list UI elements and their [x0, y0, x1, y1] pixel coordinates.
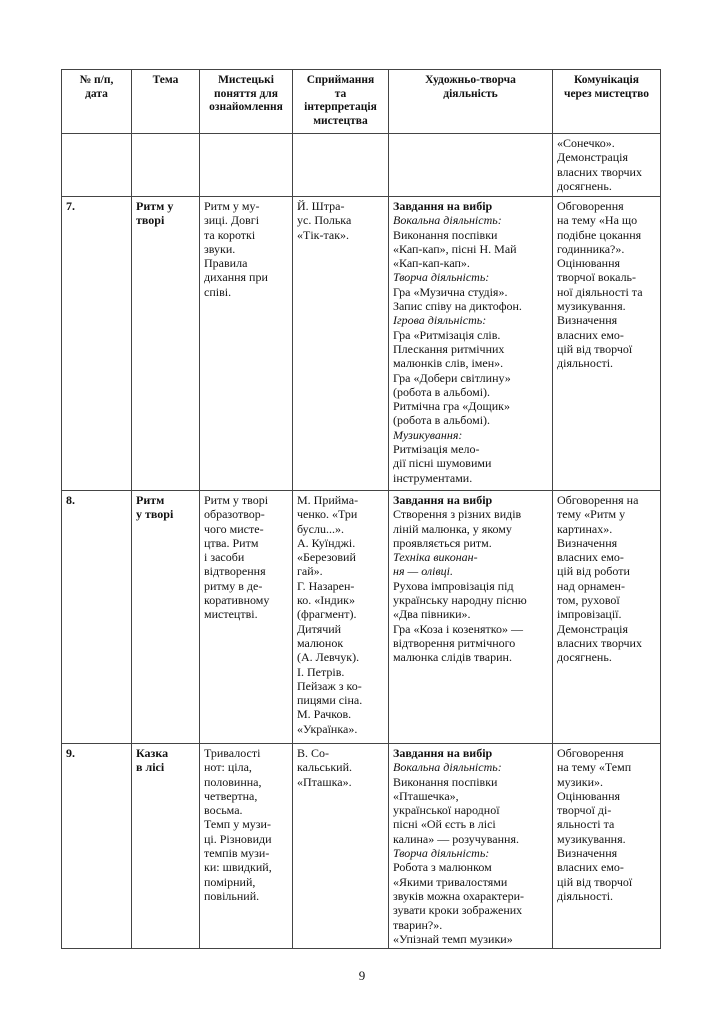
cell-line: Обговорення [557, 746, 624, 760]
header-perception [293, 70, 389, 134]
cell-line: «Березовий [297, 550, 356, 565]
activity-line: Виконання поспівки [393, 227, 498, 242]
cell-theme [132, 134, 200, 197]
lesson-plan-table [61, 69, 661, 949]
activity-line: Запис співу на диктофон. [393, 299, 522, 314]
cell-line: Художньо-творча [425, 74, 516, 86]
cell-line: імпровізації. [557, 607, 622, 622]
activity-subheading: Творча діяльність: [393, 270, 490, 285]
activity-line: Ритмічна гра «Дощик» [393, 399, 510, 414]
activity-line: пісні «Ой єсть в лісі [393, 817, 496, 832]
cell-line: творчої вокаль- [557, 270, 637, 285]
cell-line: дата [85, 87, 108, 100]
activity-line: відтворення ритмічного [393, 635, 516, 650]
cell-line: в лісі [136, 760, 165, 775]
activity-line: проявляється ритм. [393, 535, 492, 550]
activity-line: Виконання поспівки [393, 774, 498, 789]
cell-line: на тему «Темп [557, 760, 632, 775]
cell-line: Казка [136, 746, 169, 760]
cell-communication [553, 134, 661, 197]
cell-line: восьма. [204, 803, 243, 818]
cell-line: (фрагмент). [297, 607, 357, 622]
activity-heading: Завдання на вибір [393, 199, 493, 213]
activity-line: малюнків слів, імен». [393, 356, 504, 371]
cell-line: ці. Різновиди [204, 831, 272, 846]
cell-line: поняття для [214, 87, 278, 100]
cell-line: Обговорення на [557, 493, 639, 507]
cell-communication [553, 744, 661, 949]
table-header-row [62, 70, 661, 134]
cell-line: М. Рачков. [297, 707, 352, 722]
cell-line: над орнамен- [557, 578, 625, 593]
activity-line: звуків можна охарактери- [393, 888, 525, 903]
cell-line: ки: швидкий, [204, 860, 272, 875]
cell-line: помірний, [204, 874, 256, 889]
cell-line: мистецтві. [204, 607, 258, 622]
cell-line: кальський. [297, 760, 353, 775]
cell-activity [389, 491, 553, 744]
cell-line: творчої ді- [557, 803, 612, 818]
cell-line: діяльності. [557, 356, 614, 371]
cell-activity [389, 197, 553, 491]
activity-heading: Завдання на вибір [393, 746, 493, 760]
cell-line: «Українка». [297, 721, 358, 736]
cell-line: подібне цокання [557, 227, 642, 242]
activity-line: «Кап-кап-кап». [393, 256, 470, 271]
cell-line: Сприймання [306, 74, 375, 86]
cell-line: Оцінювання [557, 788, 621, 803]
activity-subheading: Вокальна діяльність: [393, 213, 502, 228]
activity-line: зувати кроки зображених [393, 903, 523, 918]
cell-line: Г. Назарен- [297, 578, 355, 593]
cell-line: зиці. Довгі [204, 213, 260, 228]
cell-line: дихання при [204, 270, 268, 285]
cell-concepts [200, 197, 293, 491]
cell-line: коративному [204, 593, 270, 608]
cell-line: творі [136, 213, 165, 228]
cell-line: цій від творчої [557, 341, 633, 356]
activity-line: Ритмізація мело- [393, 442, 480, 457]
cell-line: власних творчих [557, 164, 642, 179]
cell-line: діяльність [443, 87, 498, 100]
cell-line: у творі [136, 507, 174, 522]
cell-number [62, 134, 132, 197]
activity-line: малюнка слідів тварин. [393, 650, 512, 665]
cell-line: співі. [204, 284, 232, 299]
cell-line: та короткі [204, 227, 256, 242]
cell-perception [293, 491, 389, 744]
cell-line: власних творчих [557, 635, 642, 650]
activity-subheading: Вокальна діяльність: [393, 760, 502, 775]
cell-theme [132, 744, 200, 949]
activity-line: Рухова імпровізація під [393, 578, 514, 593]
cell-line: Темп у музи- [204, 817, 271, 832]
activity-subheading: Техніка виконан- [393, 550, 478, 565]
cell-line: Обговорення [557, 199, 624, 213]
cell-line: М. Приймa- [297, 493, 359, 507]
header-creative-activity [389, 70, 553, 134]
activity-line: Робота з малюнком [393, 860, 492, 875]
cell-line: «Сонечко». [557, 136, 615, 150]
cell-line: досягнень. [557, 650, 612, 665]
cell-line: гай». [297, 564, 323, 579]
cell-communication [553, 491, 661, 744]
cell-line: ритму в де- [204, 578, 263, 593]
page-number: 9 [358, 968, 366, 983]
cell-line: цій від роботи [557, 564, 630, 579]
cell-line: Тема [152, 74, 179, 86]
cell-line: Комунікація [574, 74, 639, 86]
cell-line: музикування. [557, 299, 626, 314]
cell-line: Мистецькі [218, 74, 274, 86]
activity-line: ліній малюнка, у якому [393, 521, 512, 536]
cell-line: цій від творчої [557, 874, 633, 889]
activity-line: «Пташечка», [393, 788, 459, 803]
cell-number: 8. [62, 491, 132, 744]
activity-line: (робота в альбомі). [393, 384, 491, 399]
cell-line: А. Куїнджі. [297, 535, 356, 550]
cell-activity [389, 744, 553, 949]
cell-line: Правила [204, 256, 248, 271]
cell-activity [389, 134, 553, 197]
cell-number: 7. [62, 197, 132, 491]
header-number-date [62, 70, 132, 134]
cell-line: четвертна, [204, 788, 258, 803]
cell-concepts [200, 491, 293, 744]
cell-line: власних емо- [557, 327, 624, 342]
cell-line: чого мисте- [204, 521, 264, 536]
cell-theme [132, 197, 200, 491]
activity-line: інструментами. [393, 470, 473, 485]
cell-line: Демонстрація [557, 621, 628, 636]
cell-line: картинах». [557, 521, 613, 536]
cell-line: малюнок [297, 635, 344, 650]
activity-subheading: Творча діяльність: [393, 846, 490, 861]
cell-line: цтва. Ритм [204, 535, 259, 550]
cell-line: Дитячий [297, 621, 342, 636]
cell-perception [293, 197, 389, 491]
cell-line: Оцінювання [557, 256, 621, 271]
cell-line: інтерпретація [304, 101, 377, 113]
cell-line: нот: ціла, [204, 760, 252, 775]
cell-line: І. Петрів. [297, 664, 345, 679]
header-art-concepts [200, 70, 293, 134]
header-theme [132, 70, 200, 134]
cell-line: Ритм у творі [204, 493, 269, 507]
cell-line: музикування. [557, 831, 626, 846]
cell-line: темпів музи- [204, 846, 270, 861]
activity-line: дії пісні шумовими [393, 456, 492, 471]
activity-line: «Якими тривалостями [393, 874, 508, 889]
cell-line: і засоби [204, 550, 245, 565]
cell-line: на тему «На що [557, 213, 638, 228]
cell-line: том, рухової [557, 593, 620, 608]
cell-line: буслu...». [297, 521, 344, 536]
table-row [62, 744, 661, 949]
cell-line: Визначення [557, 535, 618, 550]
activity-line: Гра «Коза і козенятко» — [393, 621, 524, 636]
cell-line: повільний. [204, 888, 260, 903]
activity-line: «Кап-кап», пісні Н. Май [393, 241, 517, 256]
cell-communication [553, 197, 661, 491]
activity-line: «Упізнай темп музики» [393, 931, 513, 946]
cell-line: звуки. [204, 241, 236, 256]
cell-line: (А. Левчук). [297, 650, 360, 665]
cell-line: ної діяльності та [557, 284, 643, 299]
cell-line: мистецтва [313, 114, 368, 127]
cell-line: Визначення [557, 846, 618, 861]
header-communication [553, 70, 661, 134]
cell-perception [293, 134, 389, 197]
cell-line: музики». [557, 774, 604, 789]
cell-line: образотвор- [204, 507, 265, 522]
activity-line: української народної [393, 803, 500, 818]
activity-line: калина» — розучування. [393, 831, 519, 846]
cell-line: пицями сіна. [297, 693, 363, 708]
activity-line: Створення з різних видів [393, 507, 522, 522]
activity-subheading: ня — олівці. [393, 564, 454, 579]
cell-line: досягнень. [557, 178, 612, 193]
activity-line: (робота в альбомі). [393, 413, 491, 428]
cell-line: власних емо- [557, 860, 624, 875]
cell-line: Пейзаж з ко- [297, 678, 362, 693]
cell-number: 9. [62, 744, 132, 949]
cell-line: Ритм у му- [204, 199, 260, 213]
activity-line: Гра «Ритмізація слів. [393, 327, 501, 342]
cell-line: діяльності. [557, 888, 614, 903]
table-row [62, 491, 661, 744]
activity-line: Гра «Добери світлину» [393, 370, 511, 385]
cell-line: власних емо- [557, 550, 624, 565]
cell-line: Ритм у [136, 199, 174, 213]
cell-line: Демонстрація [557, 150, 628, 165]
cell-line: через мистецтво [563, 87, 650, 100]
activity-subheading: Музикування: [393, 427, 463, 442]
table-row [62, 134, 661, 197]
cell-line: ко. «Індик» [297, 593, 355, 608]
cell-line: годинника?». [557, 241, 625, 256]
activity-line: «Два півники». [393, 607, 471, 622]
cell-line: ус. Полька [297, 213, 352, 228]
cell-line: тему «Ритм у [557, 507, 626, 522]
activity-subheading: Ігрова діяльність: [393, 313, 487, 328]
activity-line: українську народну пісню [393, 593, 527, 608]
cell-line: яльності та [557, 817, 615, 832]
activity-line: Плескання ритмічних [393, 341, 505, 356]
cell-line: Визначення [557, 313, 618, 328]
cell-line: В. Со- [297, 746, 330, 760]
cell-line: «Тік-так». [297, 227, 350, 242]
cell-concepts [200, 744, 293, 949]
cell-perception [293, 744, 389, 949]
cell-theme [132, 491, 200, 744]
cell-line: та [334, 87, 347, 100]
cell-line: Й. Штра- [297, 199, 345, 213]
cell-line: ченко. «Три [297, 507, 358, 522]
cell-line: Тривалості [204, 746, 261, 760]
table-row [62, 197, 661, 491]
cell-line: відтворення [204, 564, 266, 579]
activity-heading: Завдання на вибір [393, 493, 493, 507]
cell-concepts [200, 134, 293, 197]
cell-line: ознайомлення [209, 101, 283, 113]
cell-line: половинна, [204, 774, 262, 789]
cell-line: № п/п, [79, 74, 114, 86]
activity-line: Гра «Музична студія». [393, 284, 508, 299]
cell-line: Ритм [136, 493, 165, 507]
activity-line: тварин?». [393, 917, 443, 932]
cell-line: «Пташка». [297, 774, 352, 789]
